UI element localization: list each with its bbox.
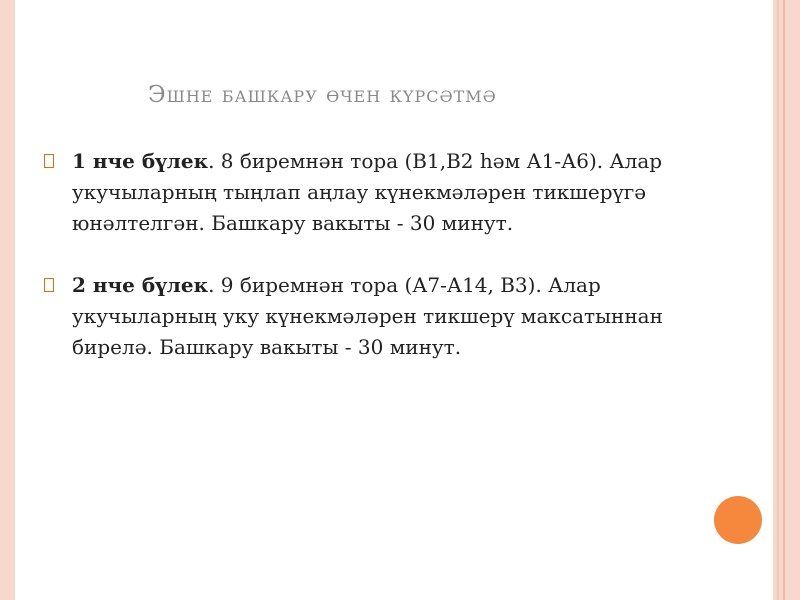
bullet-list — [44, 146, 724, 394]
right-border-line-inner — [783, 0, 785, 600]
bullet-text: . 9 биремнән тора (А7-А14, В3). Алар укучыларның уку күнекмәләрен тикшерү максатыннан бирелә. Башкару вакыты - 30 минут. — [72, 273, 663, 359]
slide-title: Эшне башкару өчен күрсәтмә — [148, 82, 497, 108]
right-border-line — [777, 0, 779, 600]
bullet-item-part-2 — [44, 270, 724, 363]
bullet-item-part-1 — [44, 146, 724, 239]
left-border-decoration — [0, 0, 15, 600]
square-bullet-icon — [44, 154, 54, 168]
square-bullet-icon — [44, 278, 54, 292]
orange-circle-decoration — [714, 496, 762, 544]
bullet-text: . 8 биремнән тора (В1,В2 һәм А1-А6). Алар укучыларның тыңлап аңлау күнекмәләрен тикшерүгә юнәлтелгән. Башкару вакыты - 30 минут. — [72, 149, 663, 235]
bullet-lead: 2 нче бүлек — [72, 273, 209, 297]
bullet-lead: 1 нче бүлек — [72, 149, 209, 173]
